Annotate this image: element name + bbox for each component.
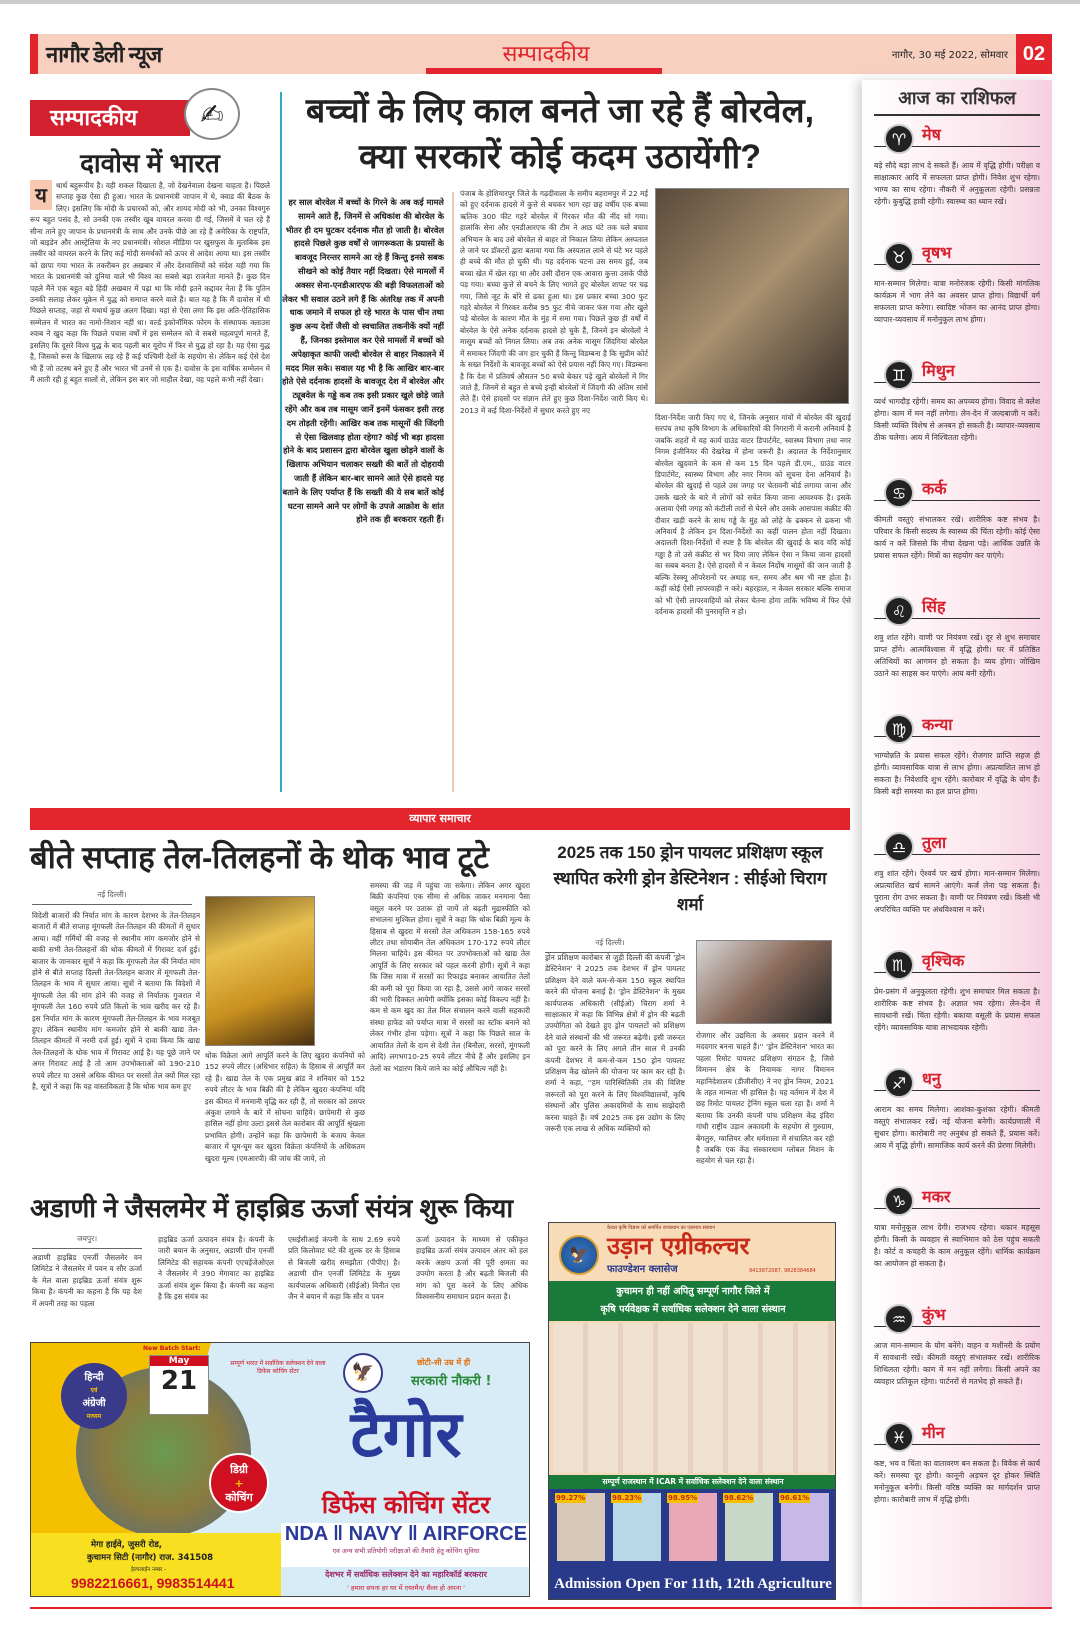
zodiac-icon: ♑: [884, 1186, 914, 1216]
rashi-header: [874, 476, 1040, 510]
topper-card: [557, 1493, 605, 1561]
rashi-name: मिथुन: [922, 363, 955, 380]
rashifal-title: आज का राशिफल: [874, 80, 1040, 116]
paper-name: नागौर डेली न्यूज: [46, 42, 162, 67]
medium-badge: [61, 1363, 127, 1429]
rashi-text: कीमती वस्तुएं संभालकर रखें। शारीरिक कष्ट संभव है। परिवार के किसी सदस्य के स्वास्थ्य की चिंता रहेगी। कोई ऐसा कार्य न करें जिससे कि नीचा देखना पड़े। आर्थिक उन्नति के प्रयास सफल रहेंगे। मित्रों का सहयोग कर पाएंगे।: [874, 515, 1040, 560]
udaan-footer: Admission Open For 11th, 12th Agriculture: [549, 1569, 836, 1600]
rashi-header: [874, 594, 1040, 628]
rashi-item: [874, 594, 1040, 706]
rashi-header: [874, 122, 1040, 156]
masthead-accent: [30, 34, 38, 74]
zodiac-icon: ♉: [884, 242, 914, 272]
udaan-brand: उड़ान एग्रीकल्चर: [607, 1232, 750, 1260]
rashi-header: [874, 1302, 1040, 1336]
rashi-text: बड़े सौदे बड़ा लाभ दे सकते हैं। आय में वृद्धि होगी। परीक्षा व साक्षात्कार आदि में सफलता प्राप्त होगी। निवेश शुभ रहेगा। भाग्य का साथ रहेगा। नौकरी में अनुकूलता रहेगी। प्रसन्नता रहेगी। कुबुद्धि हावी रहेगी। स्वास्थ्य का ध्यान रखें।: [874, 161, 1040, 206]
rashi-name: तुला: [922, 835, 947, 852]
courses-subtext: एवं अन्य सभी प्रतियोगी परीक्षाओं की तैयारी हेतु कोचिंग सुविधा: [332, 1547, 480, 1555]
oil-body-col1: विदेशी बाजारों की निर्यात मांग के कारण देशभर के तेल-तिलहन बाजारों में बीते सप्ताह मूंगफली तेल-तिलहन की कीमतों में सुधार आया। वहीं गर्मियों की वजह से स्थानीय मांग कमजोर होने से बाकी सभी तेल-तिलहनों की थोक कीमतों में गिरावट दर्ज हुई। बाजार के जानकार सूत्रों ने कहा कि मूंगफली तेल की निर्यात मांग होने से बीते सप्ताह दिल्ली तेल-तिलहन बाजार में मूंगफली तेल-तिलहन के भाव में सुधार आया। सूत्रों ने बताया कि विदेशों में मूंगफली तेल की मांग होने की वजह से निर्यातक गुजरात में मूंगफली तेल 160 रुपये प्रति किलो के भाव खरीद कर रहे हैं। इस निर्यात मांग के कारण मूंगफली तेल-तिलहन के भाव मजबूत हुए। लेकिन स्थानीय मांग कमजोर होने से बाकी खाद्य तेल-तिलहन कीमतों में नरमी दर्ज हुई। सूत्रों ने दावा किया कि खाद्य तेल-तिलहनों के थोक भाव में गिरावट आई है। यह पूछे जाने पर अगर गिरावट आई है तो आम उपभोक्ताओं को 190-210 रुपये लीटर या उससे अधिक कीमत पर सरसों तेल क्यों मिल रहा है, सूत्रों ने कहा कि यह वास्तविकता है कि थोक भाव कम हुए: [32, 911, 200, 1092]
main-story-col1: पंजाब के होशियारपुर जिले के गढ़दीवाला के समीप बहरामपुर में 22 मई को हुए दर्दनाक हादसे में कुत्ते से बचकर भाग रहा छह वर्षीय एक बच्चा ऋतिक 300 फीट गहरे बोरवेल में गिरकर मौत की नींद सो गया। हालांकि सेना और एनडीआरएफ की टीम ने आठ घंटे तक चले बचाव अभियान के बाद उसे बोरवेल से बाहर तो निकाल लिया लेकिन अस्पताल ले जाने पर डॉक्टरों द्वारा बताया गया कि अस्पताल लाने से घंटे भर पहले ही बच्चे की मौत हो चुकी थी। यह दर्दनाक घटना उस समय हुई, जब बच्चा खेत में खेल रहा था और उसी दौरान एक आवारा कुत्ता उसके पीछे पड़ गया। बच्चा कुत्ते से बचने के लिए भागते हुए बोरवेल शाफ्ट पर चढ़ गया, जिसे जूट के बोरे से ढका हुआ था। इस प्रकार बच्चा 300 फुट गहरे बोरवेल में गिरकर करीब 95 फुट नीचे जाकर फंस गया और खुले पड़े बोरवेल के कारण मौत के मुंह में समा गया। पिछले कुछ ही वर्षों में बोरवेल के ऐसे अनेक दर्दनाक हादसे हो चुके हैं, जिनमें इन बोरवेलों ने मासूम बच्चों को निगल लिया। अब तक अनेक मासूम जिंदगियां बोरवेल में समाकर जिंदगी की जंग हार चुकी हैं किन्तु विडम्बना है कि सुप्रीम कोर्ट के सख्त निर्देशों के बावजूद बच्चों को ऐसे प्रयास नहीं किए गए। विडम्बना है कि देश में प्रतिवर्ष औसतन 50 बच्चे बेकार पड़े खुले बोरवेलों में गिर जाते हैं, जिनमें से बहुत से बच्चे इन्हीं बोरवेलों में जिंदगी की अंतिम सांसें लेते हैं। ऐसे हादसों पर संज्ञान लेते हुए कुछ दिशा-निर्देश जारी किए थे। 2013 में कई दिशा-निर्देशों में सुधार करते हुए नए: [460, 189, 648, 415]
rashi-text: आराम का समय मिलेगा। आशंका-कुशंका रहेगी। कीमती वस्तुएं संभालकर रखें। नई योजना बनेगी। कार्यप्रणाली में सुधार होगा। कारोबारी नए अनुबंध हो सकते हैं, प्रयास करें। आय में वृद्धि होगी। सामाजिक कार्य करने की प्रेरणा मिलेगी।: [874, 1105, 1040, 1150]
rashi-header: [874, 1066, 1040, 1100]
medium-line4: माध्यम: [86, 1413, 102, 1420]
oil-body-col2: थोक विक्रेता आगे आपूर्ति करने के लिए खुदरा कंपनियों को 152 रुपये लीटर (अधिभार सहित) के हिसाब से आपूर्ति कर रहे हैं। खाद्य तेल के एक प्रमुख ब्रांड ने शनिवार को 152 रुपये लीटर के भाव बिक्री की है लेकिन खुदरा कंपनियां यदि इस कीमत में मनमानी वृद्धि कर रही हैं, तो सरकार को उसपर अंकुश लगाने के बारे में सोचना चाहिये। छापेमारी से कुछ हासिल नहीं होगा उल्टा इससे तेल कारोबार की आपूर्ति श्रृंखला प्रभावित होगी। उन्होंने कहा कि छापेमारी के बजाय केवल बाजार में घूम-घूम कर खुदरा विक्रेता कंपनियों के अधिकतम खुदरा मूल्य (एमआरपी) की जांच की जाये, तो: [205, 1051, 365, 1163]
topper-card: [613, 1493, 661, 1561]
helpline-label: हेल्पलाईन नम्बर -: [131, 1567, 167, 1573]
rashi-item: [874, 830, 1040, 942]
rashi-name: वृश्चिक: [922, 953, 965, 970]
rashi-text: शत्रु शांत रहेंगे। ऐश्वर्य पर खर्च होगा। मान-सम्मान मिलेगा। अप्रत्याशित खर्च सामने आएंगे। कर्ज लेना पड़ सकता है। पुराना रोग उभर सकता है। वाणी पर नियंत्रण रखें। किसी भी अपरिचित व्यक्ति पर अंधविश्वास न करें।: [874, 869, 1040, 914]
rashi-item: [874, 1420, 1040, 1532]
top-border: [0, 0, 1080, 4]
rashi-text: यात्रा मनोनुकूल लाभ देगी। राजभय रहेगा। थकान महसूस होगी। किसी के व्यवहार से स्वाभिमान को ठेस पहुंच सकती है। कोर्ट व कचहरी के काम अनुकूल रहेंगे। धार्मिक कार्यक्रम का आयोजन हो सकता है।: [874, 1223, 1040, 1268]
rashi-header: [874, 1420, 1040, 1454]
rashi-name: मीन: [922, 1425, 945, 1442]
section-title: सम्पादकीय: [426, 34, 666, 74]
topper-score: 98.23%: [612, 1494, 642, 1502]
oil-photo: [205, 896, 315, 1046]
calendar-day: 21: [160, 1366, 198, 1396]
topper-card: [781, 1493, 829, 1561]
degree-badge: [209, 1453, 269, 1513]
courses-panel: [281, 1523, 530, 1567]
rashi-text: प्रेम-प्रसंग में अनुकूलता रहेगी। शुभ समाचार मिल सकता है। शारीरिक कष्ट संभव है। अज्ञात भय रहेगा। लेन-देन में सावधानी रखें। चिंता रहेगी। बकाया वसूली के प्रयास सफल रहेंगे। व्यावसायिक यात्रा लाभदायक रहेगी।: [874, 987, 1040, 1032]
editorial-body-wrap: [30, 180, 270, 798]
topper-card: [669, 1493, 717, 1561]
bottom-border: [30, 1607, 1052, 1609]
adani-headline: अडाणी ने जैसलमेर में हाइब्रिड ऊर्जा संयंत्र शुरू किया: [30, 1193, 514, 1223]
adani-dateline: जयपुर।: [32, 1234, 142, 1249]
column-divider: [452, 192, 454, 792]
rashi-text: मान-सम्मान मिलेगा। यात्रा मनोरंजक रहेगी। किसी मांगलिक कार्यक्रम में भाग लेने का अवसर प्राप्त होगा। विद्यार्थी वर्ग सफलता प्राप्त करेगा। स्वादिष्ट भोजन का आनंद प्राप्त होगा। व्यापार-व्यवसाय में मनोनुकूल लाभ होगा।: [874, 279, 1040, 324]
medium-line3: अंग्रेजी: [82, 1398, 106, 1409]
adani-body-col4: ऊर्जा उत्पादन के माध्यम से एकीकृत हाइब्रिड ऊर्जा संयंत्र उत्पादन अंतर को हल करके अक्षय ऊर्जा की पूरी क्षमता का उपयोग करता है और बढ़ती बिजली की मांग को पूरा करने के लिए अधिक विश्वसनीय समाधान प्रदान करता है।: [416, 1235, 528, 1302]
editorial-body: थार्थ बहुरूपीय है। वही शकल दिखाता है, जो देखनेवाला देखना चाहता है। पिछले सप्ताह कुछ ऐसा ही हुआ। भारत के प्रधानमंत्री जापान में थे, क्वाड की बैठक के लिए। इसलिए कि मोदी के प्रचारकों को, और शायद मोदी को भी, उनका विश्वगुरु रूप बहुत पसंद है, सो उनकी एक तस्वीर खूब वायरल करवा दी गई, जिसमें वे चल रहे हैं सीना ताने हुए जापान के प्रधानमंत्री के साथ और उनके पीछे आ रहे हैं अमेरिका के राष्ट्रपति, जो बाइडेन और आस्ट्रेलिया के नए प्रधानमंत्री। सोशल मीडिया पर खुसफुस के मुताबिक इस तस्वीर को वायरल करने के लिए कई मोदी समर्थकों को ऊपर से आदेश आया था। इस तस्वीर को छापा गया भारत के तकरीबन हर अखबार में और देशवासियों को संदेश यही गया कि भारत के प्रधानमंत्री को दुनिया वाले भी विश्व का सबसे बड़ा राजनेता मानते हैं। कुछ दिन पहले मैंने एक बहुत बड़े हिंदी अखबार में पढ़ा था कि मोदी इतने कद्दावर नेता हैं कि पुतिन उनकी सलाह लेकर यूक्रेन में युद्ध को समाप्त करने वाले हैं। बात यह है कि मैं दावोस में थी पिछले सप्ताह, जहां से यथार्थ कुछ अलग दिखा। यहां से ऐसा लगा कि इस अति-ऐतिहासिक सम्मेलन में भारत का नामो-निशान नहीं था। वर्ल्ड इकोनॉमिक फोरम के संस्थापक क्लाउस श्वाब ने खुद कहा कि पिछले पचास वर्षों में इस सम्मेलन को वे सबसे महत्वपूर्ण मानते हैं, इसलिए कि दूसरे विश्व युद्ध के बाद पहली बार यूरोप में फिर से युद्ध हो रहा है। यह ऐसा युद्ध है, जिसको रूस के खिलाफ लड़ रहे हैं कई पश्चिमी देशों के सहयोग से। लेकिन कई ऐसे देश भी हैं जो तटस्थ बने हुए हैं और भारत भी उनमें से एक है। दावोस के इस वार्षिक सम्मेलन में मैं आती रही हूं बहुत सालों से, लेकिन इस बार जो माहौल देखा, वह पहले कभी नहीं देखा।: [30, 181, 270, 384]
dropcap: य: [30, 180, 52, 210]
rashi-item: [874, 712, 1040, 824]
tagore-subtitle: डिफेंस कोचिंग सेंटर: [321, 1491, 491, 1519]
address-panel: [31, 1533, 281, 1597]
badge-line1: डिग्री: [230, 1463, 248, 1476]
udaan-line3: सम्पूर्ण राजस्थान में ICAR में सर्वाधिक सलेक्शन देने वाला संस्थान: [549, 1475, 836, 1489]
batch-label: New Batch Start:: [143, 1345, 201, 1352]
drone-body-col2: रोजगार और उद्यमिता के अवसर प्रदान करने में मददगार बनना चाहते हैं।'' 'ड्रोन डेस्टिनेशन' भारत का पहला रिमोट पायलट प्रशिक्षण संगठन है, जिसे विमानन क्षेत्र के नियामक नागर विमानन महानिदेशालय (डीजीसीए) ने नए ड्रोन नियम, 2021 के तहत मान्यता भी हासिल है। यह वर्तमान में देश में छह रिमोट पायलट ट्रेनिंग स्कूल चला रहा है। शर्मा ने बताया कि उनकी कंपनी पांच प्रशिक्षण केंद्र इंदिरा गांधी राष्ट्रीय उड़ान अकादमी के सहयोग से गुरुग्राम, बेंगलुरु, ग्वालियर और धर्मशाला में संचालित कर रही है जबकि एक केंद्र संस्कारधाम ग्लोबल मिशन के सहयोग से चल रहा है।: [696, 1031, 834, 1166]
rashi-header: [874, 830, 1040, 864]
zodiac-icon: ♍: [884, 714, 914, 744]
udaan-green-band: [549, 1281, 836, 1321]
adani-body-col1: अडाणी हाइब्रिड एनर्जी जैसलमेर वन लिमिटेड ने जैसलमेर में पवन व सौर ऊर्जा के मेल वाला हाइब्रिड ऊर्जा संयंत्र शुरू किया है। कंपनी का कहना है कि यह देश में अपनी तरह का पहला: [32, 1253, 142, 1308]
oil-headline: बीते सप्ताह तेल-तिलहनों के थोक भाव टूटे: [30, 840, 489, 875]
rashi-header: [874, 358, 1040, 392]
rashi-header: [874, 948, 1040, 982]
udaan-top-line: केवल कृषि विज्ञान को समर्पित राजस्थान का एकमात्र संस्थान: [607, 1225, 716, 1231]
calendar-icon: [149, 1355, 209, 1415]
udaan-ad[interactable]: [548, 1222, 836, 1600]
tagore-ad[interactable]: [30, 1342, 530, 1597]
zodiac-icon: ♓: [884, 1422, 914, 1452]
topper-score: 98.95%: [668, 1494, 698, 1502]
motto: ' हमारा सपना हर घर में एयरमैन/ सैलर हो अपना ': [347, 1584, 465, 1592]
oil-dateline: नई दिल्ली।: [32, 890, 192, 905]
rashi-item: [874, 1302, 1040, 1414]
dateline: नागौर, 30 मई 2022, सोमवार: [891, 50, 1008, 61]
tagline: सम्पूर्ण भारत में सर्वाधिक सलेक्शन देने वाला डिफेंस कोचिंग सेंटर: [230, 1360, 326, 1375]
pull-quote: हर साल बोरवेल में बच्चों के गिरने के अब कई मामले सामने आते हैं, जिनमें से अधिकांश की बोरवेल के भीतर ही दम घुटकर दर्दनाक मौत हो जाती है। बोरवेल हादसे पिछले कुछ वर्षों से जागरूकता के प्रयासों के बावजूद निरन्तर सामने आ रहे हैं किन्तु इनसे सबक सीखने को कोई तैयार नहीं दिखता। ऐसे मामलों में अक्सर सेना-एनडीआरएफ की बड़ी विफलताओं को लेकर भी सवाल उठने लगे हैं कि अंतरिक्ष तक में अपनी धाक जमाने में सफल हो रहे भारत के पास चीन तथा कुछ अन्य देशों जैसी वो स्वचालित तकनीकें क्यों नहीं हैं, जिनका इस्तेमाल कर ऐसे मामलों में बच्चों को अपेक्षाकृत काफी जल्दी बोरवेल से बाहर निकालने में मदद मिल सके। सवाल यह भी है कि आखिर बार-बार होते ऐसे दर्दनाक हादसों के बावजूद देश में बोरवेल और ट्यूबवेल के गड्ढे कब तक इसी प्रकार खुले छोड़े जाते रहेंगे और कब तब मासूम जानें इनमें फंसकर इसी तरह दम तोड़ती रहेंगी। आखिर कब तक मासूमों की जिंदगी से ऐसा खिलवाड़ होता रहेगा? कोई भी बड़ा हादसा होने के बाद प्रशासन द्वारा बोरवेल खुला छोड़ने वालों के खिलाफ अभियान चलाकर सख्ती की बातें तो दोहरायी जाती हैं लेकिन बार-बार सामने आते ऐसे हादसे यह बताने के लिए पर्याप्त हैं कि सख्ती की ये सब बातें कोई घटना सामने आने पर लोगों के उपजे आक्रोश के शांत होने तक ही बरकरार रहती हैं।: [282, 197, 444, 525]
topper-score: 98.62%: [724, 1494, 754, 1502]
rashi-name: सिंह: [922, 599, 946, 616]
rashi-name: वृषभ: [922, 245, 952, 262]
rashi-item: [874, 358, 1040, 470]
medium-line2: एवं: [90, 1387, 98, 1394]
udaan-phone[interactable]: 9413872087, 9828384684: [749, 1268, 816, 1274]
rashi-name: कुंभ: [922, 1307, 946, 1324]
pen-writing-icon: ✍: [184, 88, 240, 140]
rashi-text: शत्रु शांत रहेंगे। वाणी पर नियंत्रण रखें। दूर से शुभ समाचार प्राप्त होंगे। आत्मविश्वास में वृद्धि होगी। घर में प्रतिष्ठित अतिथियों का आगमन हो सकता है। व्यय होगा। जोखिम उठाने का साहस कर पाएंगे। आय बनी रहेगी।: [874, 633, 1040, 678]
editorial-title: दावोस में भारत: [80, 148, 220, 178]
badge-plus: +: [234, 1477, 244, 1490]
toppers-row: [549, 1489, 836, 1569]
rashi-name: कन्या: [922, 717, 953, 734]
zodiac-icon: ♏: [884, 950, 914, 980]
main-story-col2: दिशा-निर्देश जारी किए गए थे, जिनके अनुसार गांवों में बोरवेल की खुदाई सरपंच तथा कृषि विभाग के अधिकारियों की निगरानी में करानी अनिवार्य है जबकि शहरों में यह कार्य ग्राउंड वाटर डिपार्टमेंट, स्वास्थ्य विभाग तथा नगर निगम इंजीनियर की देखरेख में होना जरूरी है। अदालत के निर्देशानुसार बोरवेल खुदवाने के कम से कम 15 दिन पहले डी.एम., ग्राउंड वाटर डिपार्टमेंट, स्वास्थ्य विभाग और नगर निगम को सूचना देना अनिवार्य है। बोरवेल की खुदाई से पहले उस जगह पर चेतावनी बोर्ड लगाया जाना और उसके खतरे के बारे में लोगों को सचेत किया जाना आवश्यक है। इसके अलावा ऐसी जगह को कंटीली तारों से घेरने और उसके आसपास कंक्रीट की दीवार खड़ी करने के साथ गड्ढे के मुंह को लोहे के ढक्कन से ढकना भी अनिवार्य है लेकिन इन दिशा-निर्देशों का कहीं पालन होता नहीं दिखता। अदालती दिशा-निर्देशों में स्पष्ट है कि बोरवेल की खुदाई के बाद यदि कोई गड्ढा है तो उसे कंक्रीट से भर दिया जाए लेकिन ऐसा न किया जाना हादसों का सबब बनता है। ऐसे हादसों में न केवल निर्दोष मासूमों की जान जाती है बल्कि रेस्क्यू ऑपरेशनों पर अथाह धन, समय और श्रम भी नष्ट होता है। कहीं कोई ऐसी लापरवाही न करे। बहरहाल, न केवल सरकार बल्कि समाज को भी ऐसी लापरवाहियों को लेकर चेतना होगा ताकि भविष्य में फिर ऐसे दर्दनाक हादसों की पुनरावृत्ति न हो।: [655, 413, 851, 616]
udaan-line1: कुचामन ही नहीं अपितु सम्पूर्ण नागौर जिले में: [616, 1286, 770, 1297]
rashi-header: [874, 712, 1040, 746]
badge-line2: कोचिंग: [225, 1491, 253, 1504]
udaan-subtitle: फाउण्डेशन क्लासेज: [607, 1264, 678, 1275]
eagle-logo-icon: 🦅: [343, 1353, 383, 1393]
medium-line1: हिन्दी: [84, 1372, 104, 1383]
rashi-text: कष्ट, भय व चिंता का वातावरण बन सकता है। विवेक से कार्य करें। समस्या दूर होगी। कानूनी अड़चन दूर होकर स्थिति मनोनुकूल बनेगी। किसी वरिष्ठ व्यक्ति का मार्गदर्शन प्राप्त होगा। कारोबारी लाभ में वृद्धि होगी।: [874, 1459, 1040, 1504]
record-line: देशभर में सर्वाधिक सलेक्शन देने का महारिकॉर्ड बरकरार: [325, 1570, 487, 1579]
globe-eagle-logo-icon: 🦅: [559, 1235, 599, 1275]
drone-body-col1: ड्रोन प्रशिक्षण कारोबार से जुड़ी दिल्ली की कंपनी 'ड्रोन डेस्टिनेशन' ने 2025 तक देशभर में ड्रोन पायलट प्रशिक्षण देने वाले कम-से-कम 150 स्कूल स्थापित करने की योजना बनाई है। 'ड्रोन डेस्टिनेशन' के मुख्य कार्यपालक अधिकारी (सीईओ) चिराग शर्मा ने साक्षात्कार में कहा कि विभिन्न क्षेत्रों में ड्रोन की बढ़ती उपयोगिता को देखते हुए ड्रोन पायलटों को प्रशिक्षण देने वाले संस्थानों की भी जरूरत बढ़ेगी। इसी जरूरत को पूरा करने के लिए अगले तीन साल में उनकी कंपनी देशभर में कम-से-कम 150 ड्रोन पायलट प्रशिक्षण केंद्र खोलने की योजना पर काम कर रही है। शर्मा ने कहा, ''हम पारिस्थितिकी तंत्र की विशिष्ट जरूरतों को पूरा करने के लिए विश्वविद्यालयों, कृषि संस्थानों और पुलिस अकादमियों के साथ साझेदारी करना चाहते हैं। वर्ष 2025 तक इस उद्योग के लिए जरूरी एक लाख से अधिक व्यक्तियों को: [545, 953, 685, 1134]
zodiac-icon: ♈: [884, 124, 914, 154]
ceo-photo: [696, 940, 832, 1024]
zodiac-icon: ♋: [884, 478, 914, 508]
oil-body-col3: समस्या की जड़ में पहुंचा जा सकेगा। लेकिन अगर खुदरा बिक्री कंपनियां एक सीमा से अधिक जाकर मनमाना पैसा वसूल करने पर उतारू हो जायें तो बढ़ती मुद्रास्फीति को संभालना मुश्किल होगा। सूत्रों ने कहा कि थोक बिक्री मूल्य के हिसाब से खुदरा में सरसों तेल अधिकतम 158-165 रुपये लीटर तथा सोयाबीन तेल अधिकतम 170-172 रुपये लीटर मिलना चाहिये। इस कीमत पर उपभोक्ताओं को खाद्य तेल आपूर्ति के लिए सरकार को पहल करनी होगी। सूत्रों ने कहा कि जिस मात्रा में सरसों का रिफाइंड बनाकर आयातित तेलों की कमी को पूरा किया जा रहा है, उससे आगे जाकर सरसों की भारी दिक्कत आयेगी क्योंकि इसका कोई विकल्प नहीं है। कम से कम खुद का तेल मिल संचालन करने वाली सहकारी संस्था हाफेड को पर्याप्त मात्रा में सरसों का स्टॉक बनाने को लेकर गंभीर होना पड़ेगा। सूत्रों ने कहा कि पिछले साल के आयातित तेलों के दाम से देशी तेल (बिनौला, सरसों, मूंगफली आदि) लगभग10-25 रुपये लीटर नीचे हैं और इसलिए इन तेलों का भंडारण किये जाने का कोई औचित्य नहीं है।: [370, 881, 530, 1073]
zodiac-icon: ♎: [884, 832, 914, 862]
tagore-brand: टैगोर: [350, 1398, 462, 1472]
rashi-text: आज मान-सम्मान के योग बनेंगे। वाहन व मशीनरी के प्रयोग में सावधानी रखें। कीमती वस्तुएं संभालकर रखें। शारीरिक शिथिलता रहेगी। काम में मन नहीं लगेगा। किसी अपने का व्यवहार प्रतिकूल रहेगा। पार्टनरों से मतभेद हो सकते हैं।: [874, 1341, 1040, 1386]
rashi-name: धनु: [922, 1071, 941, 1088]
zodiac-icon: ♒: [884, 1304, 914, 1334]
topper-score: 99.27%: [556, 1494, 586, 1502]
udaan-line2: कृषि पर्यवेक्षक में सर्वाधिक सलेक्शन देने वाला संस्थान: [600, 1304, 786, 1315]
calendar-month: May: [150, 1356, 208, 1366]
zodiac-icon: ♐: [884, 1068, 914, 1098]
topper-score: 96.61%: [780, 1494, 810, 1502]
zodiac-icon: ♌: [884, 596, 914, 626]
page-number: 02: [1016, 34, 1052, 74]
rashi-item: [874, 948, 1040, 1060]
topper-card: [725, 1493, 773, 1561]
masthead: [30, 34, 1052, 74]
zodiac-icon: ♊: [884, 360, 914, 390]
rashi-item: [874, 476, 1040, 588]
rashi-text: व्यर्थ भागदौड़ रहेगी। समय का अपव्यय होगा। विवाद से क्लेश होगा। काम में मन नहीं लगेगा। लेन-देन में जल्दबाजी न करें। किसी व्यक्ति विशेष से अनबन हो सकती है। व्यापार-व्यवसाय ठीक चलेगा। आय में निश्चितता रहेगी।: [874, 397, 1040, 442]
student-photo-grid: [553, 1323, 833, 1473]
helpline-phones[interactable]: 9982216661, 9983514441: [71, 1575, 235, 1591]
editorial-label: सम्पादकीय: [30, 100, 190, 136]
borewell-photo: [655, 188, 849, 404]
promo-big: सरकारी नौकरी !: [411, 1374, 492, 1389]
courses-text: NDA ‖ NAVY ‖ AIRFORCE: [284, 1523, 528, 1545]
rashi-item: [874, 1066, 1040, 1178]
rashi-header: [874, 240, 1040, 274]
address-line2: कुचामन सिटी (नागौर) राज. 341508: [87, 1553, 214, 1563]
rashi-item: [874, 122, 1040, 234]
promo-small: छोटी-सी उम्र में ही: [417, 1358, 471, 1367]
rashi-name: मेष: [922, 127, 941, 144]
address-line1: मेगा हाईवे, जुसरी रोड,: [91, 1540, 162, 1550]
drone-headline: 2025 तक 150 ड्रोन पायलट प्रशिक्षण स्कूल स्थापित करेगी ड्रोन डेस्टिनेशन : सीईओ चिराग शर्मा: [553, 843, 827, 914]
rashi-header: [874, 1184, 1040, 1218]
rashi-item: [874, 1184, 1040, 1296]
drone-dateline: नई दिल्ली।: [545, 938, 675, 953]
adani-body-col2: हाइब्रिड ऊर्जा उत्पादन संयंत्र है। कंपनी के जारी बयान के अनुसार, अडाणी ग्रीन एनर्जी लिमिटेड की सहायक कंपनी एएचईजेओएल ने जैसलमेर में 390 मेगावाट का हाइब्रिड ऊर्जा संयंत्र शुरू किया है। कंपनी का कहना है कि इस संयंत्र का: [158, 1235, 274, 1302]
rashifal-column: [862, 80, 1052, 1607]
rashi-name: कर्क: [922, 481, 947, 498]
rashi-item: [874, 240, 1040, 352]
rashi-text: भाग्योन्नति के प्रयास सफल रहेंगे। रोजगार प्राप्ति सहज ही होगी। व्यावसायिक यात्रा से लाभ होगा। अप्रत्याशित लाभ हो सकता है। निवेशादि शुभ रहेंगे। कारोबार में वृद्धि के योग हैं। किसी बड़ी समस्या का हल प्राप्त होगा।: [874, 751, 1040, 796]
section-bar-business: व्यापार समाचार: [30, 808, 850, 830]
main-headline: बच्चों के लिए काल बनते जा रहे हैं बोरवेल, क्या सरकारें कोई कदम उठायेंगी?: [305, 92, 815, 176]
adani-body-col3: एसईसीआई कंपनी के साथ 2.69 रुपये प्रति किलोवाट घंटे की शुल्क दर के हिसाब से बिजली खरीद समझौता (पीपीए) है। अडाणी ग्रीन एनर्जी लिमिटेड के मुख्य कार्यपालक अधिकारी (सीईओ) विनीत एस जैन ने बयान में कहा कि सौर व पवन: [288, 1235, 400, 1302]
rashi-name: मकर: [922, 1189, 951, 1206]
